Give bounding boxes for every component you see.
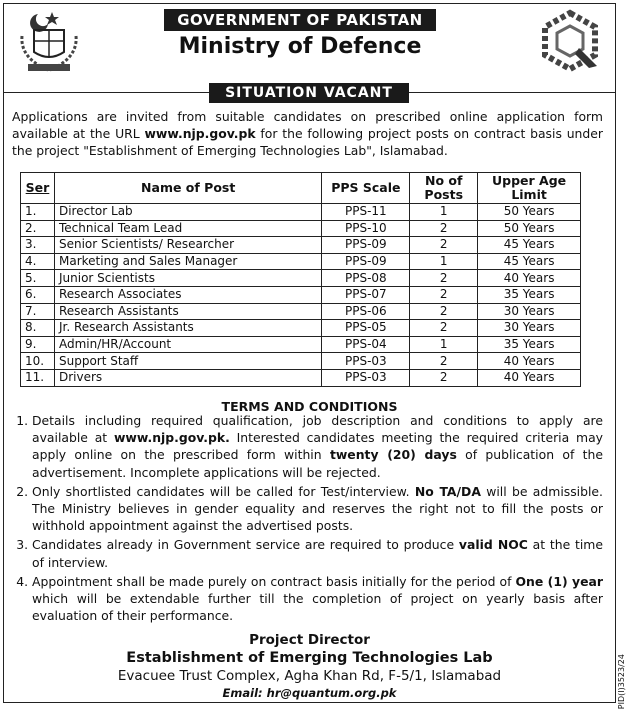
table-row: 8. Jr. Research Assistants PPS-05 2 30 Years [21,320,581,337]
pid-code: PID(I)3523/24 [617,654,626,709]
table-row: 2. Technical Team Lead PPS-10 2 50 Years [21,220,581,237]
header-posts: No of Posts [410,173,478,204]
term-item: 1. Details including required qualification, job description and conditions to apply are available at www.njp.gov.pk. Interested candidates meeting the required criteria may apply online on the prescribed form within twenty (20) days of publication of the advertisement. Incomplete applications will be rejected. [32,412,603,481]
footer [4,632,615,701]
footer-lab-name: Establishment of Emerging Technologies Lab [126,650,493,666]
header [4,4,615,74]
situation-vacant-banner: SITUATION VACANT [209,83,409,103]
table-header-row [21,173,581,204]
table-row: 6. Research Associates PPS-07 2 35 Years [21,286,581,303]
header-age: Upper Age Limit [478,173,581,204]
term-item: 2. Only shortlisted candidates will be called for Test/interview. No TA/DA will be admissible. The Ministry believes in gender equality and reserves the right not to fill the posts or withhold appointment against the advertised posts. [32,483,603,535]
term-item: 3. Candidates already in Government service are required to produce valid NOC at the time of interview. [32,536,603,570]
advertisement-page [3,3,626,709]
quantum-logo-icon [539,10,601,72]
header-ser: Ser [21,173,55,204]
table-row: 5. Junior Scientists PPS-08 2 40 Years [21,270,581,287]
ministry-title: Ministry of Defence [178,34,422,59]
terms-title: TERMS AND CONDITIONS [221,399,398,414]
footer-address: Evacuee Trust Complex, Agha Khan Rd, F-5/1, Islamabad [117,668,502,684]
intro-paragraph: Applications are invited from suitable candidates on prescribed online application form available at the URL www.njp.gov.pk for the following project posts on contract basis under the project "Establishment of Emerging Technologies Lab", Islamabad. [12,109,603,158]
intro-url: www.njp.gov.pk [144,126,256,141]
table-row: 11. Drivers PPS-03 2 40 Years [21,369,581,386]
table-row: 7. Research Assistants PPS-06 2 30 Years [21,303,581,320]
state-emblem-icon [14,8,84,74]
term-item: 4. Appointment shall be made purely on contract basis initially for the period of One (1) year which will be extendable further till the completion of project on yearly basis after evaluation of their performance. [32,573,603,625]
table-row: 9. Admin/HR/Account PPS-04 1 35 Years [21,336,581,353]
posts-table [20,172,581,387]
terms-list [10,412,603,626]
government-banner: GOVERNMENT OF PAKISTAN [164,9,436,31]
header-pps: PPS Scale [322,173,410,204]
table-row: 1. Director Lab PPS-11 1 50 Years [21,204,581,221]
table-row: 3. Senior Scientists/ Researcher PPS-09 2 45 Years [21,237,581,254]
table-row: 4. Marketing and Sales Manager PPS-09 1 45 Years [21,253,581,270]
footer-email: Email: hr@quantum.org.pk [222,686,397,700]
table-row: 10. Support Staff PPS-03 2 40 Years [21,353,581,370]
footer-designation: Project Director [249,632,370,648]
header-name: Name of Post [54,173,321,204]
